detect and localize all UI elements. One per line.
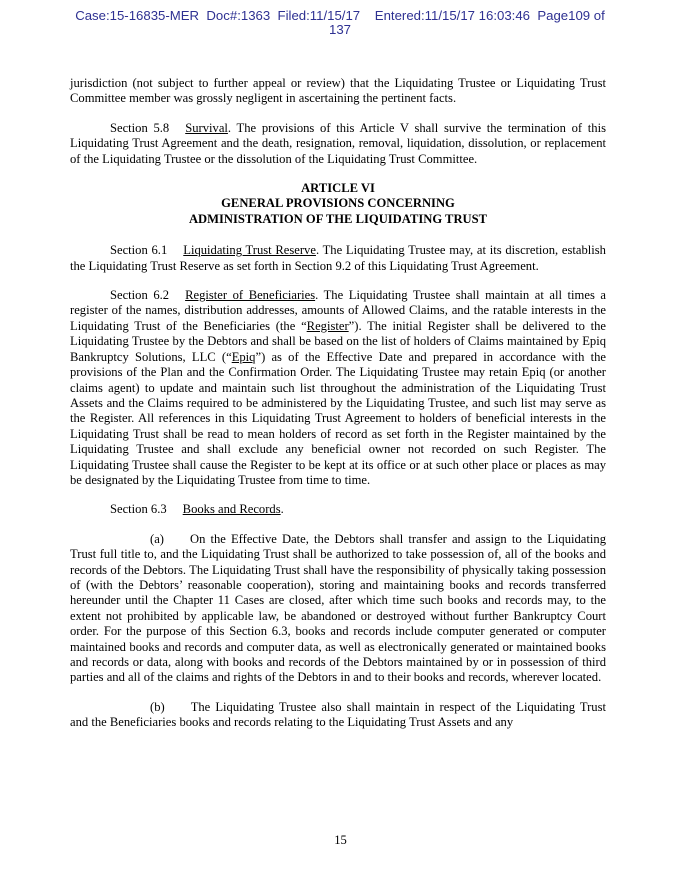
section-6-3-a-text: On the Effective Date, the Debtors shall transfer and assign to the Liquidating Trust full title to, and the Liquidating Trust shall be authorized to take possession of, all of the books and records of the Debtors. The Liquidating Trust shall have the responsibility of physically taking possession of (with the Debtors’ reasonable cooperation), storing and maintaining books and records transferred hereunder until the Chapter 11 Cases are closed, after which time such books and records may, to the extent not prohibited by applicable law, be abandoned or destroyed without further Bankruptcy Court order. For the purpose of this Section 6.3, books and records include computer generated or computer maintained books and records and computer data, as well as electronically generated or maintained books and records or data, along with books and records of the Debtors maintained by or in possession of third parties and all of the claims and rights of the Debtors in and to their books and records, wherever located. (70, 531, 606, 685)
intro-paragraph: jurisdiction (not subject to further appeal or review) that the Liquidating Trustee or Liquidating Trust Committee member was grossly negligent in ascertaining the pertinent facts. (70, 76, 606, 106)
section-6-1-number: Section 6.1 (110, 243, 168, 258)
section-5-8 (70, 121, 606, 167)
header-page-of: Page109 of (537, 8, 605, 23)
section-5-8-text: . The provisions of this Article V shall survive the termination of this Liquidating Trust Agreement and the death, resignation, removal, liquidation, dissolution, or replacement of the Liquidating Trustee or the dissolution of the Liquidating Trust Committee. (70, 120, 606, 166)
header-page-total: 137 (328, 22, 351, 37)
section-6-2-text-a: . The Liquidating Trustee shall maintain at all times a register of the names, distribution addresses, amounts of Allowed Claims, and the ratable interests in the Liquidating Trust of the Beneficiaries (the “ (70, 288, 607, 333)
section-6-3-a-label: (a) (150, 531, 164, 546)
article-title-line-2: ADMINISTRATION OF THE LIQUIDATING TRUST (188, 211, 488, 226)
page-number: 15 (334, 833, 347, 847)
section-6-2-text-b: ”). The initial Register shall be delivered to the Liquidating Trustee by the Debtors and shall be based on the list of holders of Claims maintained by Epiq Bankruptcy Solutions, LLC (“ (70, 318, 607, 364)
section-6-3-title: Books and Records (182, 502, 281, 517)
header-entered: Entered:11/15/17 16:03:46 (374, 8, 531, 23)
register-term: Register (306, 318, 349, 333)
section-6-3-period: . (280, 502, 284, 517)
section-6-2-number: Section 6.2 (110, 288, 170, 303)
epiq-term: Epiq (231, 349, 256, 364)
section-6-3-a (70, 532, 606, 686)
article-title-line-1: GENERAL PROVISIONS CONCERNING (221, 196, 455, 211)
section-6-3 (70, 502, 606, 517)
section-6-1-title: Liquidating Trust Reserve (183, 243, 316, 258)
section-6-2 (70, 288, 606, 488)
document-body (70, 76, 606, 745)
section-6-1 (70, 243, 606, 274)
section-6-2-title: Register of Beneficiaries (185, 288, 316, 303)
section-5-8-number: Section 5.8 (110, 120, 170, 135)
section-6-3-b-text: The Liquidating Trustee also shall maintain in respect of the Liquidating Trust and the Beneficiaries books and records relating to the Liquidating Trust Assets and any (70, 699, 606, 730)
article-heading (70, 181, 606, 227)
section-6-3-b-label: (b) (150, 699, 165, 714)
court-filing-header (20, 9, 660, 37)
section-6-3-number: Section 6.3 (110, 502, 167, 517)
section-6-1-text: . The Liquidating Trustee may, at its discretion, establish the Liquidating Trust Reserve as set forth in Section 9.2 of this Liquidating Trust Agreement. (70, 243, 606, 273)
header-case: Case:15-16835-MER (75, 8, 200, 23)
header-doc: Doc#:1363 (206, 8, 271, 23)
article-number: ARTICLE VI (301, 181, 375, 196)
section-6-2-text-c: ”) as of the Effective Date and prepared in accordance with the provisions of the Plan and the Confirmation Order. The Liquidating Trustee may retain Epiq (or another claims agent) to update and maintain such list throughout the administration of the Liquidating Trust Assets and the Claims required to be administered by the Liquidating Trustee, and such list may serve as the Register. All references in this Liquidating Trust Agreement to holders of beneficial interests in the Liquidating Trust shall be read to mean holders of record as set forth in the Register maintained by the Liquidating Trustee and shall exclude any beneficial owner not recorded on such Register. The Liquidating Trustee shall cause the Register to be kept at its office or at such other place or places as may be designated by the Liquidating Trustee from time to time. (70, 349, 606, 487)
section-5-8-title: Survival (185, 120, 228, 135)
section-6-3-b (70, 700, 606, 731)
header-filed: Filed:11/15/17 (277, 8, 361, 23)
